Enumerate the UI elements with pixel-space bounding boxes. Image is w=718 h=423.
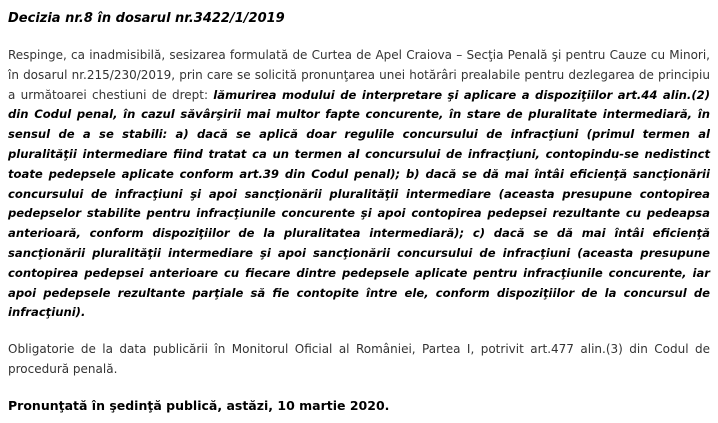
binding-note-paragraph: Obligatorie de la data publicării în Monitorul Oficial al României, Partea I, potrivit art.477 alin.(3) din Codul de procedură penală. <box>8 342 710 376</box>
legal-question-text: lămurirea modului de interpretare şi aplicare a dispoziţiilor art.44 alin.(2) din Codul penal, în cazul săvârşirii mai multor fapte concurente, în stare de pluralitate intermediară, în sensul de a se stabili: a) dacă se aplică doar regulile concursului de infracţiuni (primul termen al pluralităţii intermediare fiind tratat ca un termen al concursului de infracţiuni, contopindu-se nedistinct toate pedepsele aplicate conform art.39 din Codul penal); b) dacă se dă mai întâi eficienţă sancţionării concursului de infracţiuni şi apoi sancţionării pluralităţii intermediare (aceasta presupune contopirea pedepselor stabilite pentru infracţiunile concurente şi apoi contopirea pedepsei rezultante cu pedeapsa anterioară, conform dispoziţiilor de la pluralitatea intermediară); c) dacă se dă mai întâi eficienţă sancţionării pluralităţii intermediare şi apoi sancţionării concursului de infracţiuni (aceasta presupune contopirea pedepsei anterioare cu fiecare dintre pedepsele aplicate pentru infracţiunile concurente, iar apoi pedepsele rezultante parţiale să fie contopite între ele, conform dispoziţiilor de la concursul de infracţiuni). <box>8 87 711 320</box>
ruling-paragraph <box>8 46 710 323</box>
pronouncement-line: Pronunţată în şedinţă publică, astăzi, 10 martie 2020. <box>8 397 390 413</box>
decision-title: Decizia nr.8 în dosarul nr.3422/1/2019 <box>8 11 285 26</box>
ruling-intro-text: Respinge, ca inadmisibilă, sesizarea formulată de Curtea de Apel Craiova – Secţia Penală şi pentru Cauze cu Minori, în dosarul nr.215/230/2019, prin care se solicită pronunţarea unei hotărâri prealabile pentru dezlegarea de principiu a următoarei chestiuni de drept: <box>8 48 710 102</box>
